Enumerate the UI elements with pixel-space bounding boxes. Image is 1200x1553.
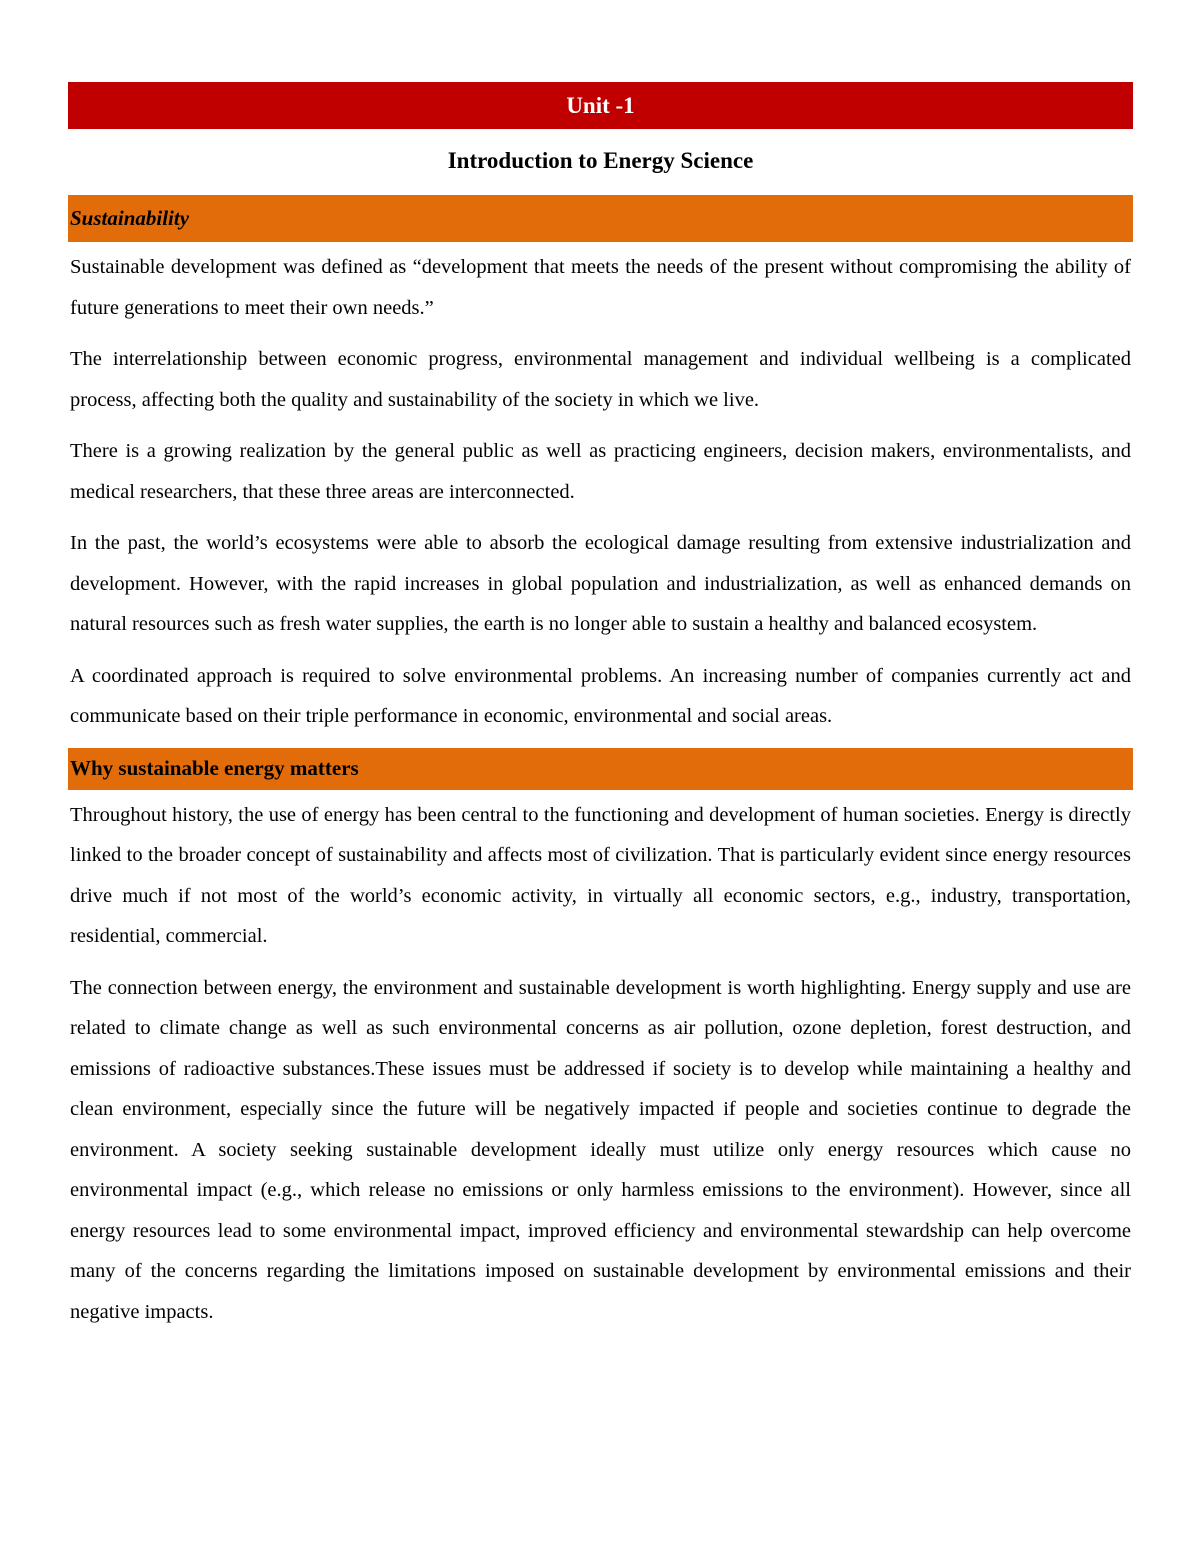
paragraph: There is a growing realization by the general public as well as practicing engineers, decision makers, environmentalists, and medical researchers, that these three areas are interconnected. (70, 440, 1131, 503)
unit-banner (68, 82, 1133, 129)
paragraph: The interrelationship between economic progress, environmental management and individual wellbeing is a complicated process, affecting both the quality and sustainability of the society in which we live. (70, 348, 1131, 411)
paragraph: Throughout history, the use of energy has been central to the functioning and development of human societies. Energy is directly linked to the broader concept of sustainability and affects most of civilization. That is particularly evident since energy resources drive much if not most of the world’s economic activity, in virtually all economic sectors, e.g., industry, transportation, residential, commercial. (70, 803, 1131, 947)
unit-label: Unit -1 (566, 92, 635, 118)
document-title: Introduction to Energy Science (447, 148, 754, 173)
section-heading-sustainability (68, 195, 1133, 242)
section-heading-label: Why sustainable energy matters (70, 756, 359, 780)
paragraph: The connection between energy, the environment and sustainable development is worth highlighting. Energy supply and use are related to climate change as well as such environmental concerns as air pollution, ozone depletion, forest destruction, and emissions of radioactive substances.These issues must be addressed if society is to develop while maintaining a healthy and clean environment, especially since the future will be negatively impacted if people and societies continue to degrade the environment. A society seeking sustainable development ideally must utilize only energy resources which cause no environmental impact (e.g., which release no emissions or only harmless emissions to the environment). However, since all energy resources lead to some environmental impact, improved efficiency and environmental stewardship can help overcome many of the concerns regarding the limitations imposed on sustainable development by environmental emissions and their negative impacts. (70, 976, 1131, 1323)
paragraph: A coordinated approach is required to solve environmental problems. An increasing number of companies currently act and communicate based on their triple performance in economic, environmental and social areas. (70, 664, 1131, 727)
section-heading-label: Sustainability (70, 206, 190, 230)
document-page (68, 82, 1133, 1332)
paragraph: Sustainable development was defined as “development that meets the needs of the present without compromising the ability of future generations to meet their own needs.” (70, 256, 1131, 319)
section-heading-why-sustainable-energy (68, 748, 1133, 790)
paragraph: In the past, the world’s ecosystems were able to absorb the ecological damage resulting from extensive industrialization and development. However, with the rapid increases in global population and industrialization, as well as enhanced demands on natural resources such as fresh water supplies, the earth is no longer able to sustain a healthy and balanced ecosystem. (70, 532, 1131, 635)
